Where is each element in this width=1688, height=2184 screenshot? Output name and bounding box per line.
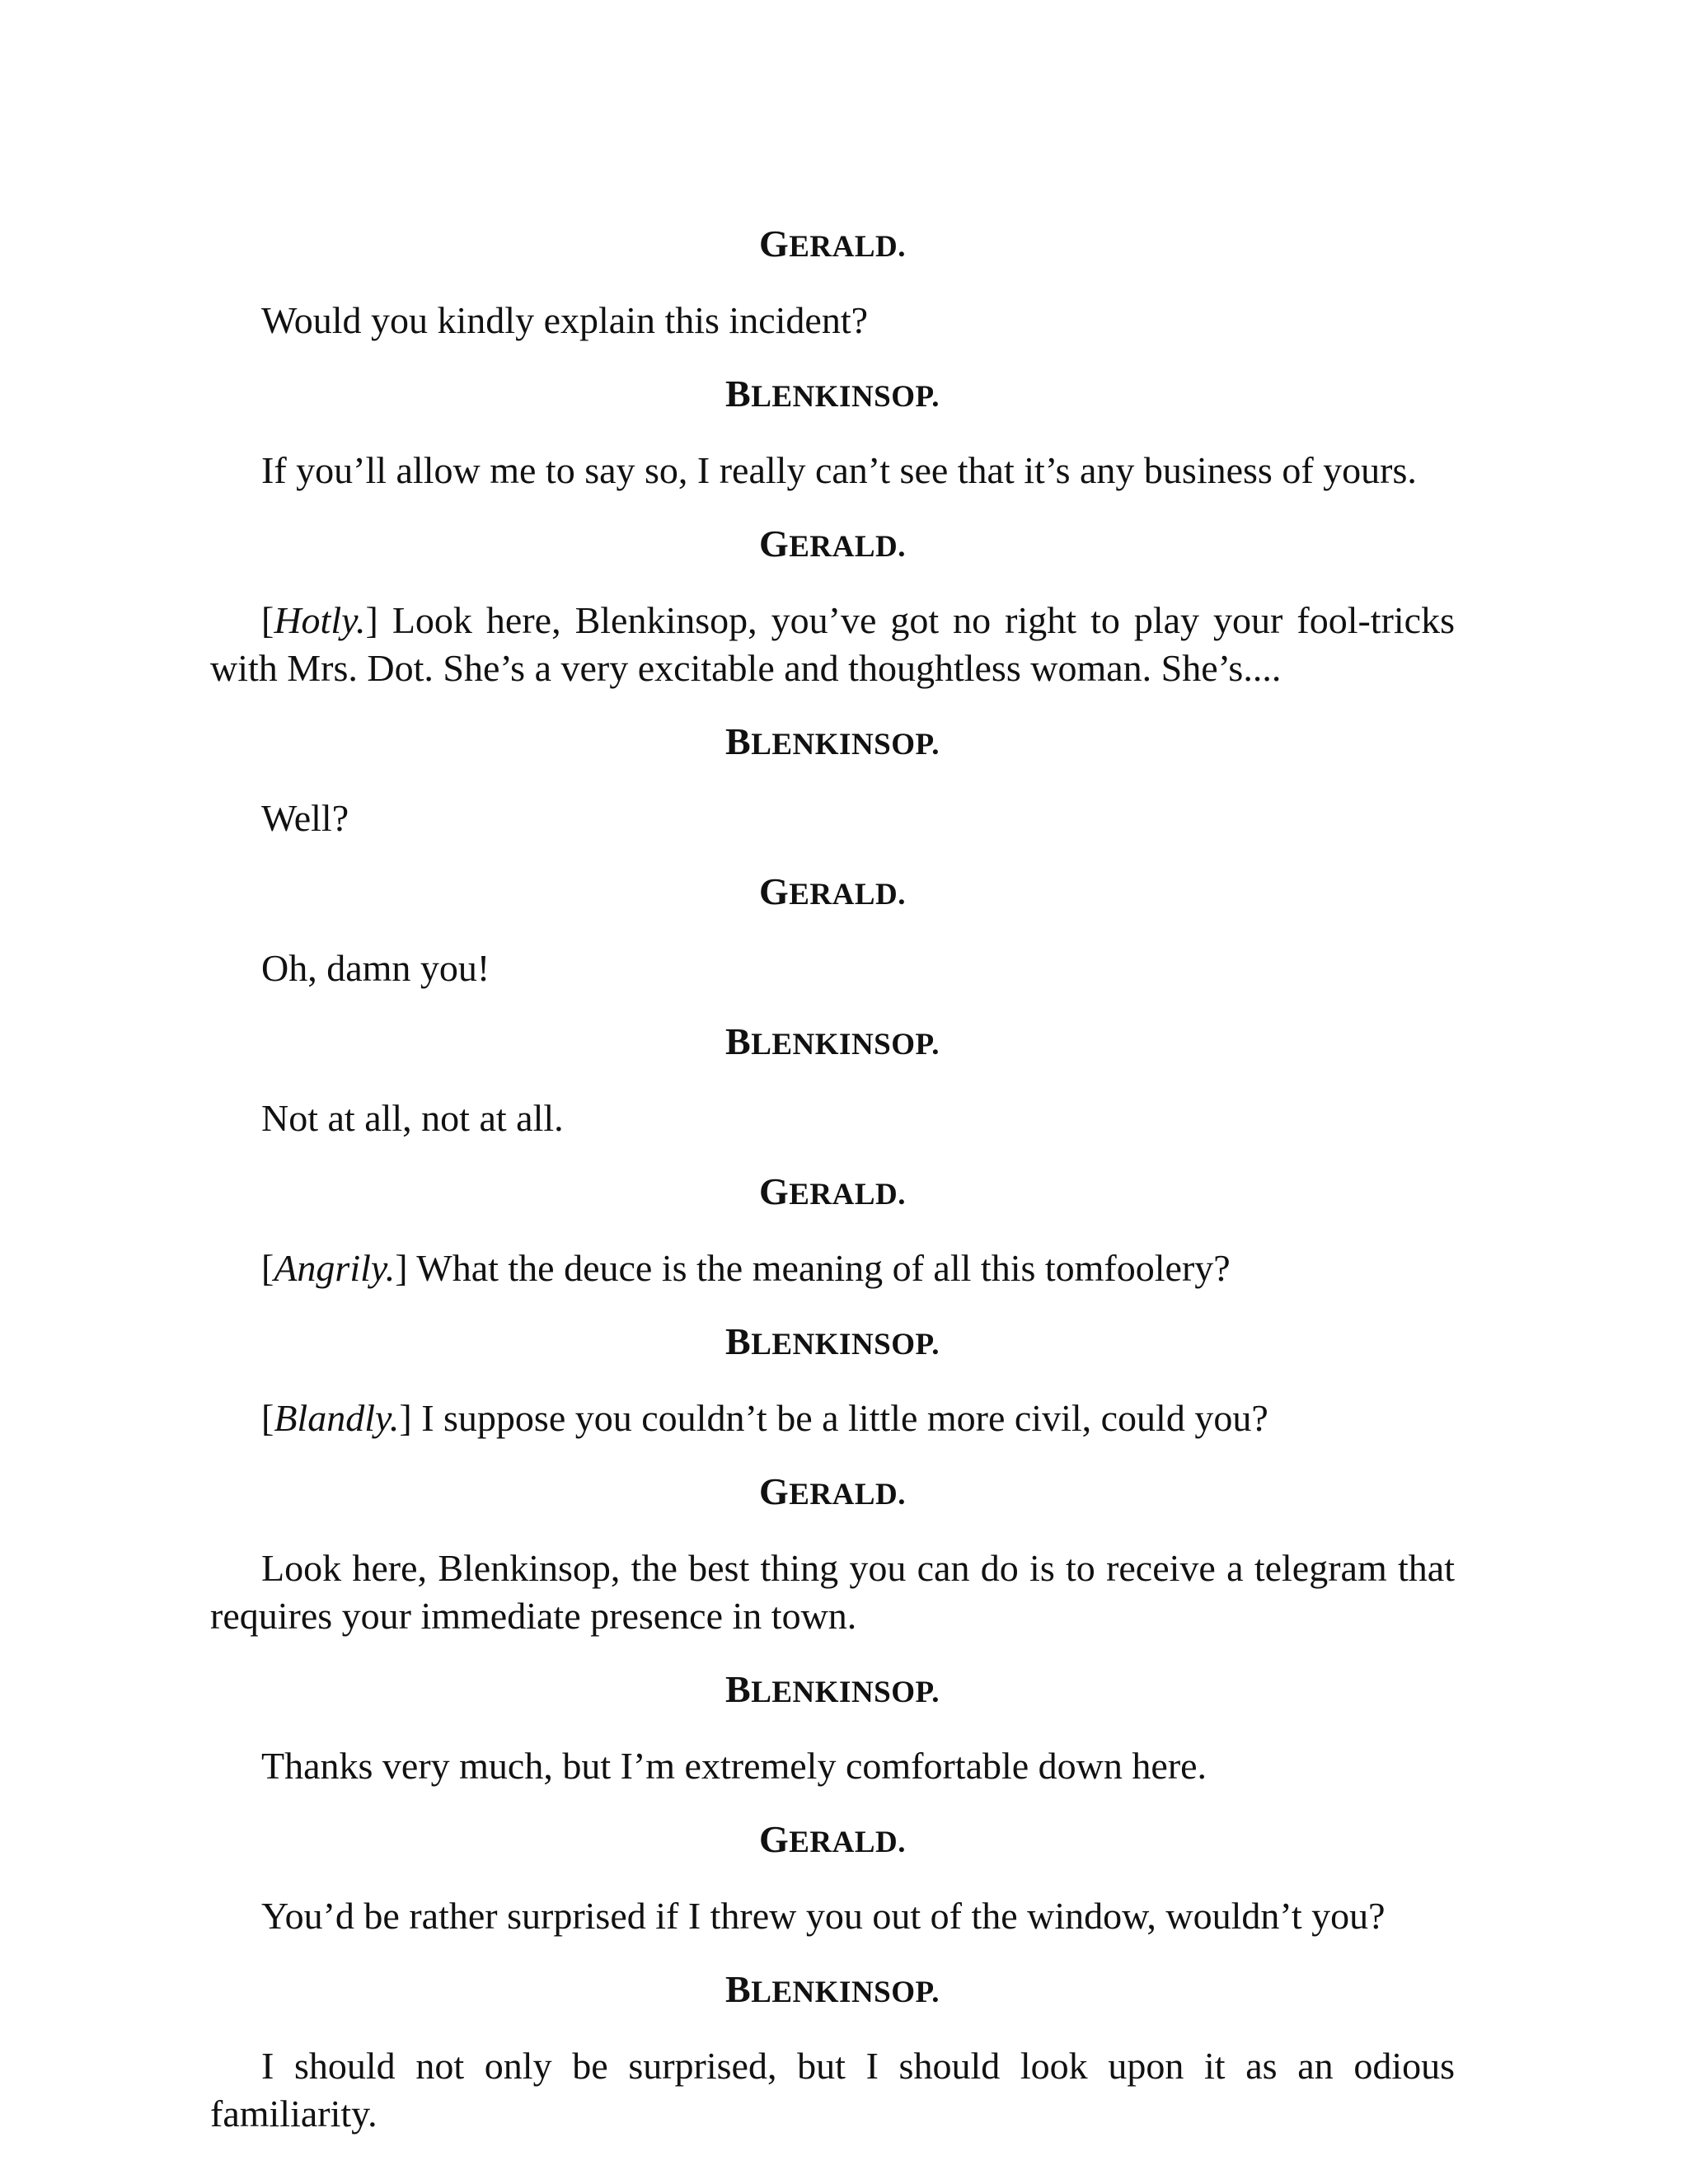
speech-line [210,447,1455,494]
stage-direction: Angrily. [274,1247,396,1289]
speaker-name: GERALD. [758,523,907,565]
dialogue-block [210,1818,1455,1940]
speaker-name: BLENKINSOP. [725,720,940,762]
speech-line [210,2042,1455,2138]
speech-line [210,297,1455,344]
play-page [210,194,1455,2154]
speech-text: I suppose you couldn’t be a little more civil, could you? [421,1397,1268,1439]
speech-line: [Hotly.] Look here, Blenkinsop, you’ve got no right to play your fool-tricks with Mrs. Dot. She’s a very excitable and thoughtless woman. She’s.... [210,599,1455,689]
speaker-name: BLENKINSOP. [725,1320,940,1362]
dialogue-block [210,225,1455,344]
speaker-name: GERALD. [758,223,907,265]
speaker-name: GERALD. [758,870,907,912]
dialogue-block [210,1470,1455,1640]
speech-line [210,794,1455,842]
speech-line [210,1892,1455,1940]
dialogue-block [210,1968,1455,2138]
speech-text: You’d be rather surprised if I threw you out of the window, wouldn’t you? [261,1895,1386,1937]
dialogue-block [210,1020,1455,1142]
speech-text: I should not only be surprised, but I should look upon it as an odious familiarity. [210,2045,1455,2135]
dialogue-block [210,375,1455,494]
speech-text: Well? [261,797,349,839]
speaker-name: GERALD. [758,1470,907,1512]
speech-line: [Angrily.] What the deuce is the meaning of all this tomfoolery? [261,1247,1231,1289]
speaker-name: BLENKINSOP. [725,1968,940,2010]
dialogue-block [210,720,1455,842]
stage-direction: Blandly. [274,1397,400,1439]
speech-text: Look here, Blenkinsop, the best thing you can do is to receive a telegram that requires your immediate presence in town. [210,1547,1455,1637]
speech-line: [Blandly.] I suppose you couldn’t be a little more civil, could you? [261,1397,1268,1439]
speech-text: Oh, damn you! [261,947,490,989]
speaker-name: BLENKINSOP. [725,373,940,415]
dialogue-block [210,1320,1455,1442]
speech-line [210,1094,1455,1142]
speech-text: Would you kindly explain this incident? [261,299,869,341]
speaker-name: GERALD. [758,1818,907,1860]
speech-line [210,944,1455,992]
dialogue-block [210,525,1455,692]
dialogue-block [210,1668,1455,1790]
speaker-name: GERALD. [758,1170,907,1212]
speech-line [210,1742,1455,1790]
dialogue-block [210,870,1455,992]
speaker-name: BLENKINSOP. [725,1020,940,1062]
dialogue-block [210,1170,1455,1292]
speech-text: Not at all, not at all. [261,1097,564,1139]
speech-text: Look here, Blenkinsop, you’ve got no right to play your fool-tricks with Mrs. Dot. She’s a very excitable and thoughtless woman. She’s.... [210,599,1455,689]
speech-text: What the deuce is the meaning of all this tomfoolery? [416,1247,1231,1289]
stage-direction: Hotly. [274,599,366,641]
speech-text: If you’ll allow me to say so, I really can’t see that it’s any business of yours. [261,449,1417,491]
speech-text: Thanks very much, but I’m extremely comfortable down here. [261,1745,1207,1787]
speaker-name: BLENKINSOP. [725,1668,940,1710]
speech-line [210,1544,1455,1640]
